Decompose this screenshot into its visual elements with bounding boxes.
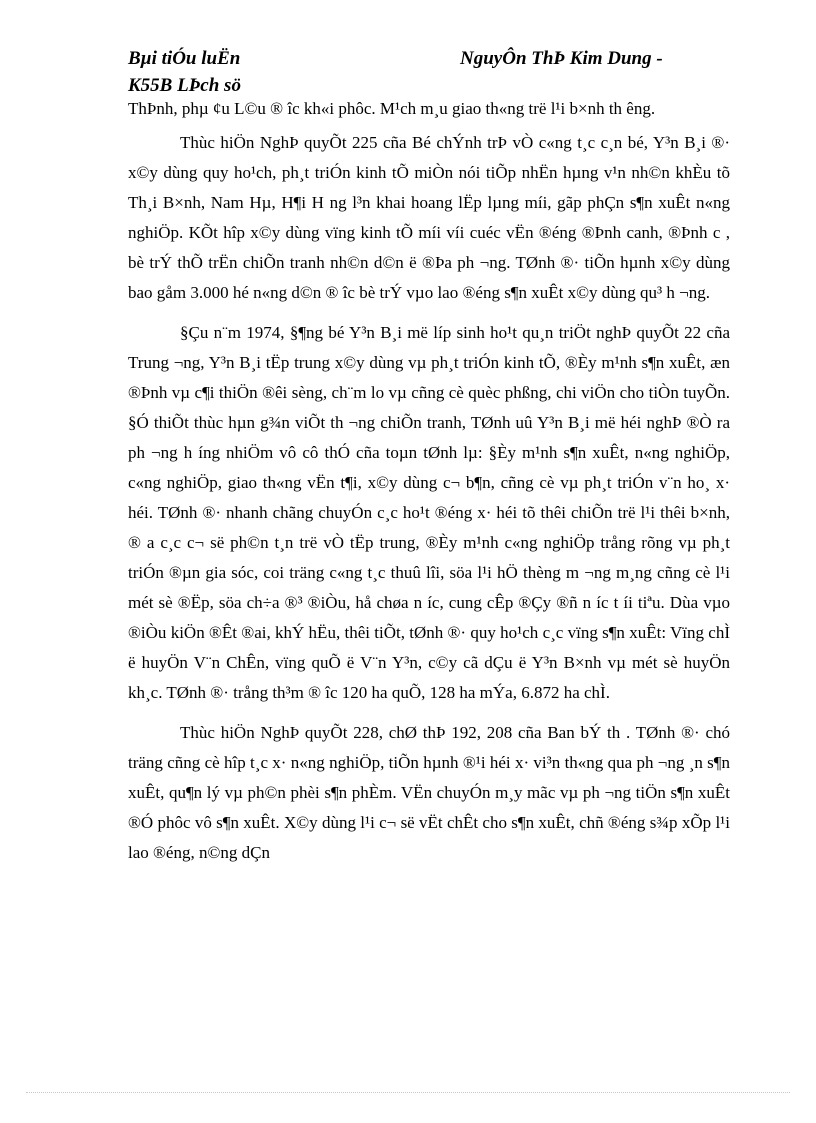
paragraph-2: Thùc hiÖn NghÞ quyÕt 225 cña Bé chÝnh trÞ vÒ c«ng t¸c c¸n bé, Y³n B¸i ®· x©y dùng quy ho¹ch, ph¸t triÓn kinh tÕ miÒn nói tiÕp nhËn hµng v¹n nh©n khÈu tõ Th¸i B×nh, Nam Hµ, H¶i H ng l³n khai hoang lËp lµng míi, gãp phÇn s¶n xuÊt n«ng nghiÖp. KÕt hîp x©y dùng vïng kinh tÕ míi víi cuéc vËn ®éng ®Þnh canh, ®Þnh c , bè trÝ thÕ trËn chiÕn tranh nh©n d©n ë ®Þa ph ¬ng. TØnh ®· tiÕn hµnh x©y dùng bao gåm 3.000 hé n«ng d©n ® îc bè trÝ vµo lao ®éng s¶n xuÊt x©y dùng qu³ h ¬ng. bbox=[128, 133, 730, 302]
paragraph-3: §Çu n¨m 1974, §¶ng bé Y³n B¸i më líp sinh ho¹t qu¸n triÖt nghÞ quyÕt 22 cña Trung ¬ng, Y³n B¸i tËp trung x©y dùng vµ ph¸t triÓn kinh tÕ, ®Èy m¹nh s¶n xuÊt, æn ®Þnh vµ c¶i thiÖn ®êi sèng, ch¨m lo vµ cñng cè quèc phßng, chi viÖn cho tiÒn tuyÕn. §Ó thiÕt thùc hµn g¾n viÕt th ¬ng chiÕn tranh, TØnh uû Y³n B¸i më héi nghÞ ®Ò ra ph ¬ng h íng nhiÖm vô cô thÓ cña toµn tØnh lµ: §Èy m¹nh s¶n xuÊt, n«ng nghiÖp, c«ng nghiÖp, giao th«ng vËn t¶i, x©y dùng c¬ b¶n, cñng cè vµ ph¸t triÓn v¨n ho¸ x· héi. TØnh ®· nhanh chãng chuyÓn c¸c ho¹t ®éng x· héi tõ thêi chiÕn trë l¹i thêi b×nh, ® a c¸c c¬ së ph©n t¸n trë vÒ tËp trung, ®Èy m¹nh c«ng nghiÖp trång rõng vµ ph¸t triÓn ®µn gia sóc, coi träng c«ng t¸c thuû lîi, söa l¹i hÖ thèng m ¬ng m¸ng cñng cè l¹i mét sè ®Ëp, söa ch÷a ®³ ®iÒu, hå chøa n íc, cung cÊp ®Çy ®ñ n íc t íi tiªu. Dùa vµo ®iÒu kiÖn ®Êt ®ai, khÝ hËu, thêi tiÕt, tØnh ®· quy ho¹ch c¸c vïng s¶n xuÊt: Vïng chÌ ë huyÖn V¨n ChÊn, vïng quÕ ë V¨n Y³n, c©y cã dÇu ë Y³n B×nh vµ mét sè huyÖn kh¸c. TØnh ®· trång th³m ® îc 120 ha quÕ, 128 ha mÝa, 6.872 ha chÌ. bbox=[128, 323, 730, 702]
page-bottom-divider bbox=[26, 1092, 790, 1093]
body-text bbox=[128, 94, 730, 878]
header-author-name: NguyÔn ThÞ Kim Dung - bbox=[460, 48, 663, 69]
paragraph-4: Thùc hiÖn NghÞ quyÕt 228, chØ thÞ 192, 208 cña Ban bÝ th . TØnh ®· chó träng cñng cè hîp t¸c x· n«ng nghiÖp, tiÕn hµnh ®¹i héi x· vi³n th«ng qua ph ¬ng ¸n s¶n xuÊt, qu¶n lý vµ ph©n phèi s¶n phÈm. VËn chuyÓn m¸y mãc vµ ph ¬ng tiÖn s¶n xuÊt ®Ó phôc vô s¶n xuÊt. X©y dùng l¹i c¬ së vËt chÊt cho s¶n xuÊt, chñ ®éng s¾p xÕp l¹i lao ®éng, n©ng dÇn bbox=[128, 723, 730, 862]
header-class-name: K55B LÞch sö bbox=[128, 75, 241, 96]
paragraph-1: ThÞnh, phµ ¢u L©u ® îc kh«i phôc. M¹ch m¸u giao th«ng trë l¹i b×nh th êng. bbox=[128, 99, 656, 118]
header-report-title: Bµi tiÓu luËn bbox=[128, 48, 241, 69]
